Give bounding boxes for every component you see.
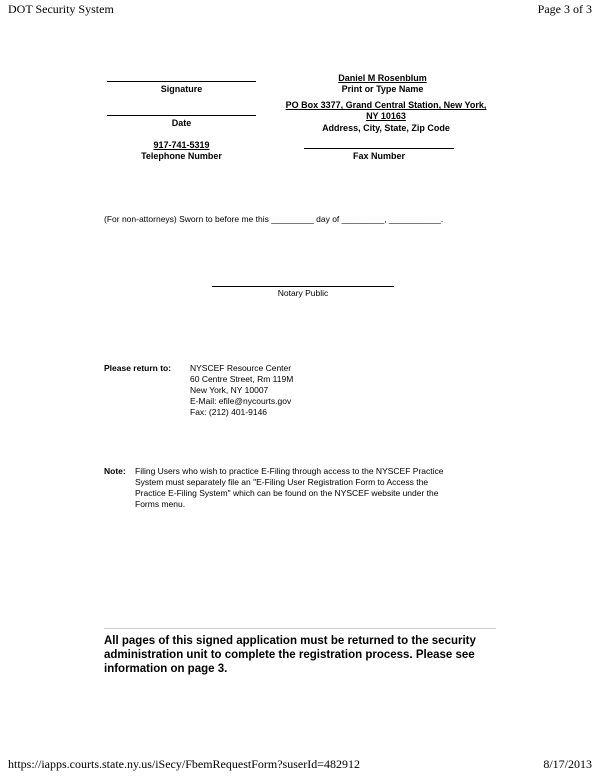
signature-line [107,81,256,82]
closing-line: All pages of this signed application must be returned to the security [104,635,476,647]
phone-label: Telephone Number [141,151,222,161]
return-line: Fax: (212) 401-9146 [190,407,268,417]
address-value-line2: NY 10163 [366,111,406,121]
notary-label: Notary Public [277,288,329,298]
closing-line: administration unit to complete the registration process. Please see [104,649,475,661]
address-label: Address, City, State, Zip Code [322,123,450,133]
note-line: Forms menu. [135,499,186,509]
print-header-page: Page 3 of 3 [537,2,592,16]
fax-line [304,148,454,149]
notary-line [212,286,394,287]
note-line: Filing Users who wish to practice E-Filing through access to the NYSCEF Practice [135,466,444,476]
note-line: Practice E-Filing System" which can be found on the NYSCEF website under the [135,488,439,498]
signature-label: Signature [160,84,203,94]
name-value: Daniel M Rosenblum [338,73,427,83]
closing-line: information on page 3. [104,663,228,675]
note-label: Note: [104,466,126,476]
phone-value: 917-741-5319 [153,140,210,150]
fax-label: Fax Number [352,151,405,161]
note-text [135,466,443,510]
date-line [107,115,256,116]
print-header-title: DOT Security System [8,2,114,16]
date-label: Date [171,118,192,128]
address-value-line1: PO Box 3377, Grand Central Station, New York, [285,100,487,110]
sworn-statement: (For non-attorneys) Sworn to before me this _________ day of _________, ___________. [104,214,444,224]
return-line: E-Mail: efile@nycourts.gov [190,396,292,406]
return-line: 60 Centre Street, Rm 119M [190,374,294,384]
return-to-label: Please return to: [104,363,172,373]
note-line: System must separately file an "E-Filing User Registration Form to Access the [135,477,429,487]
print-footer-url: https://iapps.courts.state.ny.us/iSecy/FbemRequestForm?suserId=482912 [8,757,360,771]
print-footer-date: 8/17/2013 [543,757,592,771]
closing-divider [104,628,496,629]
return-line: NYSCEF Resource Center [190,363,292,373]
name-label: Print or Type Name [341,84,424,94]
return-to-address [190,363,293,418]
closing-statement [104,634,476,676]
return-line: New York, NY 10007 [190,385,269,395]
